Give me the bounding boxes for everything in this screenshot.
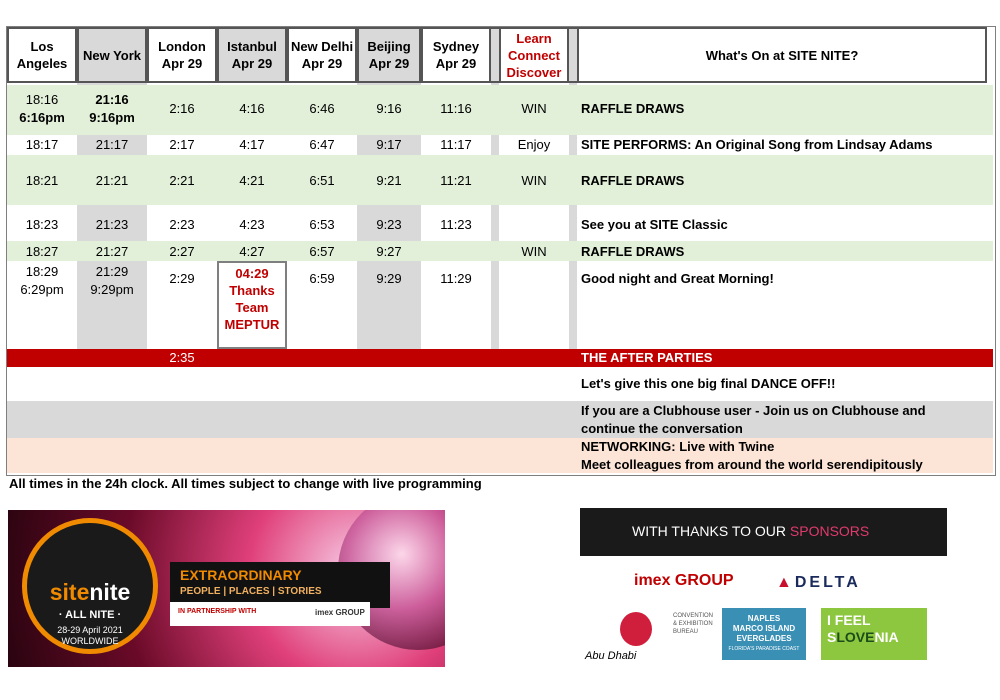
thanks-text: MEPTUR <box>224 317 280 332</box>
header-separator <box>569 27 577 83</box>
ny-time: 21:17 <box>95 137 129 152</box>
learn-label: Learn <box>516 30 552 46</box>
sydney-time: 11:17 <box>440 137 472 152</box>
partnership-label: IN PARTNERSHIP WITH <box>178 608 257 615</box>
delhi-time: 6:46 <box>309 101 335 116</box>
header-city: Istanbul <box>227 39 277 54</box>
abu-dhabi-logo <box>585 612 714 664</box>
sitenite-logo: sitenite <box>49 579 131 605</box>
event-tag: WIN <box>521 173 547 188</box>
i-feel-slovenia-logo: I FEEL SLOVENIA <box>821 608 927 660</box>
beijing-time: 9:21 <box>376 173 402 188</box>
ny-time: 21:29 9:29pm <box>90 264 134 297</box>
london-time: 2:29 <box>169 271 195 286</box>
istanbul-time: 4:23 <box>239 217 265 232</box>
sponsors-banner <box>580 508 947 556</box>
header-city: Los Angeles <box>16 39 68 71</box>
london-time: 2:27 <box>169 244 195 259</box>
beijing-time: 9:17 <box>376 137 402 152</box>
thanks-time: 04:29 <box>235 266 269 281</box>
istanbul-time: 4:27 <box>239 244 265 259</box>
abu-dhabi-bureau: CONVENTION & EXHIBITION BUREAU <box>673 613 714 635</box>
header-new-york <box>77 27 147 83</box>
extraordinary-title: EXTRAORDINARY <box>180 567 302 583</box>
la-time: 18:23 <box>25 217 59 232</box>
networking-row <box>7 438 993 473</box>
event-tag: Enjoy <box>517 137 551 152</box>
after-parties-time: 2:35 <box>169 350 195 365</box>
delhi-time: 6:53 <box>309 217 335 232</box>
london-time: 2:23 <box>169 217 195 232</box>
sitenite-banner <box>8 510 445 667</box>
header-date: Apr 29 <box>231 56 273 71</box>
discover-label: Discover <box>506 64 562 80</box>
imex-group-logo: imex GROUP <box>634 572 734 589</box>
istanbul-time: 4:21 <box>239 173 265 188</box>
la-time: 18:17 <box>25 137 59 152</box>
delta-logo: ▲DELTA <box>776 574 861 591</box>
header-city: New Delhi <box>290 39 354 54</box>
delhi-time: 6:59 <box>309 271 335 286</box>
ny-time: 21:21 <box>95 173 129 188</box>
event-description: Good night and Great Morning! <box>581 271 774 286</box>
sydney-time: 11:29 <box>440 271 472 286</box>
thanks-text: Thanks <box>229 283 275 298</box>
london-time: 2:16 <box>169 101 195 116</box>
la-time: 18:16 6:16pm <box>19 92 65 125</box>
event-description: SITE PERFORMS: An Original Song from Lindsay Adams <box>581 137 933 152</box>
delhi-time: 6:47 <box>309 137 335 152</box>
delhi-time: 6:51 <box>309 173 335 188</box>
after-parties-title: THE AFTER PARTIES <box>581 350 713 365</box>
header-learn <box>499 27 569 83</box>
header-city: Beijing <box>367 39 411 54</box>
sydney-time: 11:16 <box>440 101 472 116</box>
ny-time: 21:27 <box>95 244 129 259</box>
beijing-time: 9:16 <box>376 101 402 116</box>
event-description: See you at SITE Classic <box>581 217 728 232</box>
header-city: New York <box>82 47 142 63</box>
sitenite-logo-circle <box>22 518 158 654</box>
event-tag: WIN <box>521 244 547 259</box>
header-london <box>147 27 217 83</box>
ny-time: 21:23 <box>95 217 129 232</box>
la-time: 18:29 6:29pm <box>20 264 64 297</box>
networking-text: NETWORKING: Live with Twine Meet colleagues from around the world serendipitously <box>581 439 923 472</box>
la-time: 18:27 <box>25 244 59 259</box>
clubhouse-text: If you are a Clubhouse user - Join us on Clubhouse and continue the conversation <box>581 403 926 436</box>
header-sydney <box>421 27 491 83</box>
sydney-time: 11:21 <box>440 173 472 188</box>
sydney-time: 11:23 <box>440 217 472 232</box>
abu-dhabi-emblem <box>620 612 652 646</box>
event-description: RAFFLE DRAWS <box>581 244 685 259</box>
all-nite-label: · ALL NITE · <box>58 609 122 621</box>
beijing-time: 9:23 <box>376 217 402 232</box>
banner-dates: 28-29 April 2021 <box>57 625 123 635</box>
dance-off-text: Let's give this one big final DANCE OFF!! <box>581 376 836 391</box>
event-description: RAFFLE DRAWS <box>581 173 685 188</box>
london-time: 2:17 <box>169 137 195 152</box>
la-time: 18:21 <box>25 173 59 188</box>
header-whats-on <box>577 27 987 83</box>
after-parties-bar <box>7 349 993 367</box>
beijing-time: 9:29 <box>376 271 402 286</box>
whats-on-title: What's On at SITE NITE? <box>705 47 859 63</box>
banner-worldwide: WORLDWIDE <box>61 636 119 646</box>
header-date: Apr 29 <box>435 56 477 71</box>
header-city: London <box>158 39 206 54</box>
header-beijing <box>357 27 421 83</box>
extraordinary-tagline: PEOPLE | PLACES | STORIES <box>180 586 322 597</box>
delhi-time: 6:57 <box>309 244 335 259</box>
london-time: 2:21 <box>169 173 195 188</box>
footnote: All times in the 24h clock. All times subject to change with live programming <box>9 476 482 491</box>
ny-time: 21:16 9:16pm <box>89 92 135 125</box>
event-tag: WIN <box>521 101 547 116</box>
imex-small-logo: imex GROUP <box>315 608 365 617</box>
header-date: Apr 29 <box>301 56 343 71</box>
header-istanbul <box>217 27 287 83</box>
header-new-delhi <box>287 27 357 83</box>
partnership-box <box>170 602 370 626</box>
naples-logo: NAPLES MARCO ISLAND EVERGLADES FLORIDA'S PARADISE COAST <box>722 608 806 660</box>
header-separator <box>491 27 499 83</box>
header-city: Sydney <box>432 39 480 54</box>
istanbul-time: 4:16 <box>239 101 265 116</box>
header-date: Apr 29 <box>368 56 410 71</box>
thanks-text: Team <box>235 300 269 315</box>
istanbul-thanks-box <box>217 261 287 349</box>
connect-label: Connect <box>507 47 560 63</box>
clubhouse-row <box>7 401 993 438</box>
header-date: Apr 29 <box>161 56 203 71</box>
event-description: RAFFLE DRAWS <box>581 101 685 116</box>
header-los-angeles <box>7 27 77 83</box>
beijing-time: 9:27 <box>376 244 402 259</box>
sponsors-thanks: WITH THANKS TO OUR SPONSORS <box>632 523 870 539</box>
istanbul-time: 4:17 <box>239 137 265 152</box>
schedule-table <box>6 26 996 476</box>
abu-dhabi-name: Abu Dhabi <box>585 650 637 662</box>
